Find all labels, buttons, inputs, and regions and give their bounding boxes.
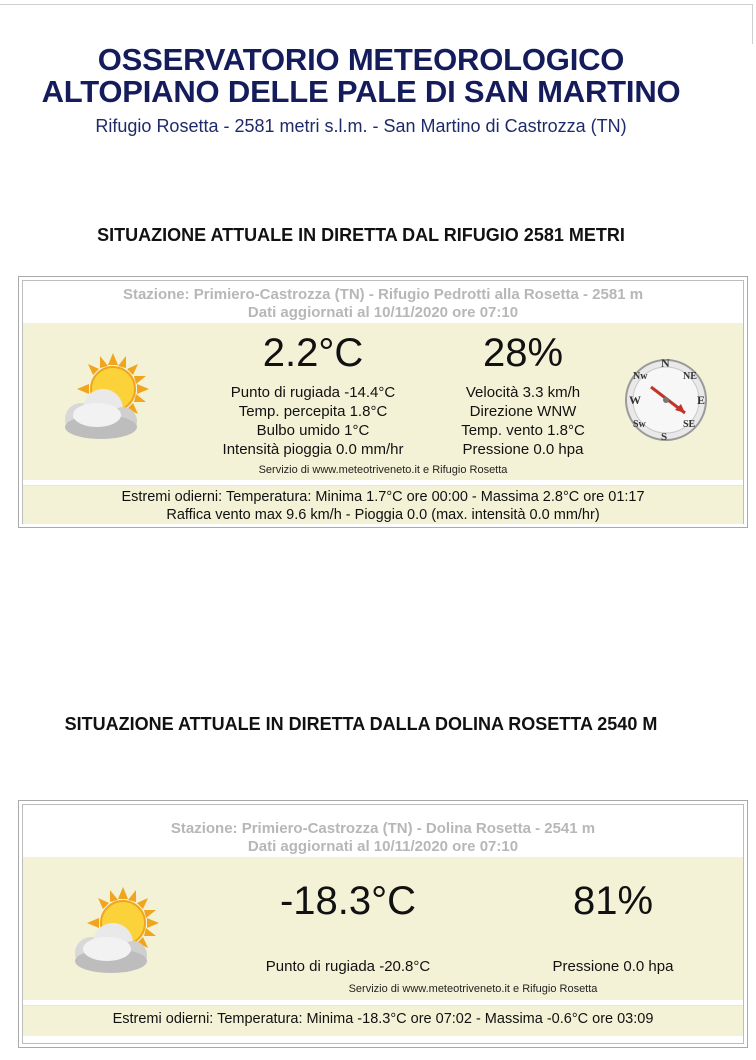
current-conditions-band <box>23 323 743 480</box>
weather-panel-rifugio <box>18 276 748 528</box>
section-heading-dolina: SITUAZIONE ATTUALE IN DIRETTA DALLA DOLINA ROSETTA 2540 M <box>64 714 658 734</box>
extremes-temperature: Estremi odierni: Temperatura: Minima -18.3°C ore 07:02 - Massima -0.6°C ore 03:09 <box>112 1011 654 1027</box>
compass-label-nw: Nw <box>633 371 648 382</box>
current-conditions-band <box>23 857 743 1000</box>
service-credit: Servizio di www.meteotriveneto.it e Rifugio Rosetta <box>258 464 508 476</box>
compass-label-s: S <box>661 431 668 443</box>
page-title-line2: ALTOPIANO DELLE PALE DI SAN MARTINO <box>41 74 681 109</box>
temperature-value: -18.3°C <box>279 879 417 923</box>
station-name: Stazione: Primiero-Castrozza (TN) - Dolina Rosetta - 2541 m <box>170 820 596 837</box>
daily-extremes <box>23 485 743 524</box>
update-time: Dati aggiornati al 10/11/2020 ore 07:10 <box>247 304 519 321</box>
humidity-value: 81% <box>572 879 654 923</box>
section-heading-rifugio: SITUAZIONE ATTUALE IN DIRETTA DAL RIFUGIO 2581 METRI <box>97 225 625 245</box>
compass-label-w: W <box>629 393 641 407</box>
left-info-list <box>193 383 433 459</box>
weather-panel-dolina <box>18 800 748 1048</box>
temperature-value: 2.2°C <box>262 331 364 375</box>
daily-extremes <box>23 1005 743 1036</box>
wind-chill: Temp. vento 1.8°C <box>461 422 585 439</box>
dew-point: Punto di rugiada -20.8°C <box>265 958 431 975</box>
top-divider-right <box>752 4 753 44</box>
weather-panel-inner <box>22 280 744 524</box>
right-info-list <box>443 383 603 459</box>
station-name: Stazione: Primiero-Castrozza (TN) - Rifugio Pedrotti alla Rosetta - 2581 m <box>122 286 644 303</box>
wind-speed: Velocità 3.3 km/h <box>465 384 581 401</box>
pressure: Pressione 0.0 hpa <box>552 958 674 975</box>
page-subtitle: Rifugio Rosetta - 2581 metri s.l.m. - San Martino di Castrozza (TN) <box>95 116 627 136</box>
feels-like: Temp. percepita 1.8°C <box>238 403 388 420</box>
partly-cloudy-sun-icon <box>61 887 171 992</box>
compass-label-n: N <box>661 356 670 370</box>
rain-intensity: Intensità pioggia 0.0 mm/hr <box>222 441 404 458</box>
update-time: Dati aggiornati al 10/11/2020 ore 07:10 <box>247 838 519 855</box>
page-title-line1: OSSERVATORIO METEOROLOGICO <box>97 42 625 77</box>
wind-direction: Direzione WNW <box>469 403 577 420</box>
pressure: Pressione 0.0 hpa <box>462 441 584 458</box>
extremes-temperature: Estremi odierni: Temperatura: Minima 1.7°C ore 00:00 - Massima 2.8°C ore 01:17 <box>121 489 645 505</box>
extremes-wind-rain: Raffica vento max 9.6 km/h - Pioggia 0.0 (max. intensità 0.0 mm/hr) <box>166 507 600 523</box>
compass-label-ne: NE <box>683 371 697 382</box>
compass-icon <box>621 353 711 452</box>
humidity-value: 28% <box>482 331 564 375</box>
partly-cloudy-sun-icon <box>51 353 161 458</box>
compass-label-se: SE <box>683 419 696 430</box>
wet-bulb: Bulbo umido 1°C <box>256 422 370 439</box>
service-credit: Servizio di www.meteotriveneto.it e Rifugio Rosetta <box>348 983 598 995</box>
compass-label-e: E <box>697 393 706 407</box>
weather-panel-inner <box>22 804 744 1044</box>
dew-point: Punto di rugiada -14.4°C <box>230 384 396 401</box>
top-divider <box>0 4 752 5</box>
compass-label-sw: Sw <box>633 419 646 430</box>
